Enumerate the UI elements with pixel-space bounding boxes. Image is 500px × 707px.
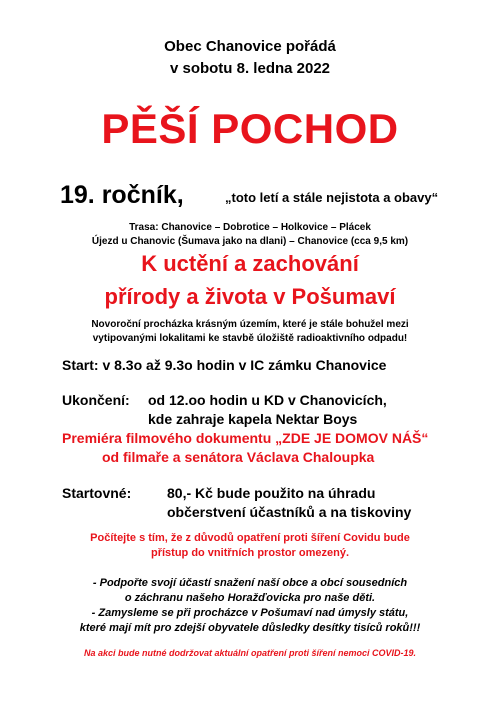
fee-line-2: občerstvení účastníků a na tiskoviny bbox=[167, 504, 412, 520]
headline-line-2: přírody a života v Pošumaví bbox=[104, 284, 396, 309]
event-date: v sobotu 8. ledna 2022 bbox=[169, 60, 331, 77]
end-line-2: kde zahraje kapela Nektar Boys bbox=[148, 411, 358, 427]
route-line-2: Újezd u Chanovic (Šumava jako na dlani) – Chanovice (cca 9,5 km) bbox=[91, 236, 409, 247]
appeal-line-1: - Podpořte svojí účastí snažení naší obce a obcí sousedních bbox=[92, 577, 408, 589]
covid-notice-line-1: Počítejte s tím, že z důvodů opatření proti šíření Covidu bude bbox=[90, 532, 410, 544]
covid-notice-line-2: přístup do vnitřních prostor omezený. bbox=[150, 547, 350, 559]
flyer-title: PĚŠÍ POCHOD bbox=[101, 105, 399, 152]
fee-line-1: 80,- Kč bude použito na úhradu bbox=[167, 485, 376, 501]
appeal-line-2: o záchranu našeho Horažďovicka pro naše děti. bbox=[124, 592, 376, 604]
fee-label: Startovné: bbox=[62, 485, 132, 501]
route-line-1: Trasa: Chanovice – Dobrotice – Holkovice – Plácek bbox=[129, 222, 371, 233]
appeal-line-3: - Zamysleme se při procházce v Pošumaví nad úmysly státu, bbox=[91, 607, 409, 619]
end-label: Ukončení: bbox=[62, 392, 130, 408]
intro-line-1: Novoroční procházka krásným územím, které je stále bohužel mezi bbox=[91, 319, 409, 330]
intro-line-2: vytipovanými lokalitami ke stavbě úložiště radioaktivního odpadu! bbox=[92, 333, 408, 344]
start-info: Start: v 8.3o až 9.3o hodin v IC zámku Chanovice bbox=[62, 357, 387, 373]
motto-text: „toto letí a stále nejistota a obavy“ bbox=[225, 190, 439, 205]
headline-line-1: K uctění a zachování bbox=[141, 251, 359, 276]
premiere-line-2: od filmaře a senátora Václava Chaloupka bbox=[102, 449, 375, 465]
end-line-1: od 12.oo hodin u KD v Chanovicích, bbox=[148, 392, 387, 408]
appeal-line-4: které mají mít pro zdejší obyvatele důsledky desítky tisíců roků!!! bbox=[79, 622, 421, 634]
final-covid-note: Na akci bude nutné dodržovat aktuální opatření proti šíření nemoci COVID-19. bbox=[83, 648, 417, 658]
premiere-line-1: Premiéra filmového dokumentu „ZDE JE DOMOV NÁŠ“ bbox=[62, 430, 429, 446]
organizer-line: Obec Chanovice pořádá bbox=[164, 38, 336, 55]
edition-label: 19. ročník, bbox=[60, 181, 184, 209]
